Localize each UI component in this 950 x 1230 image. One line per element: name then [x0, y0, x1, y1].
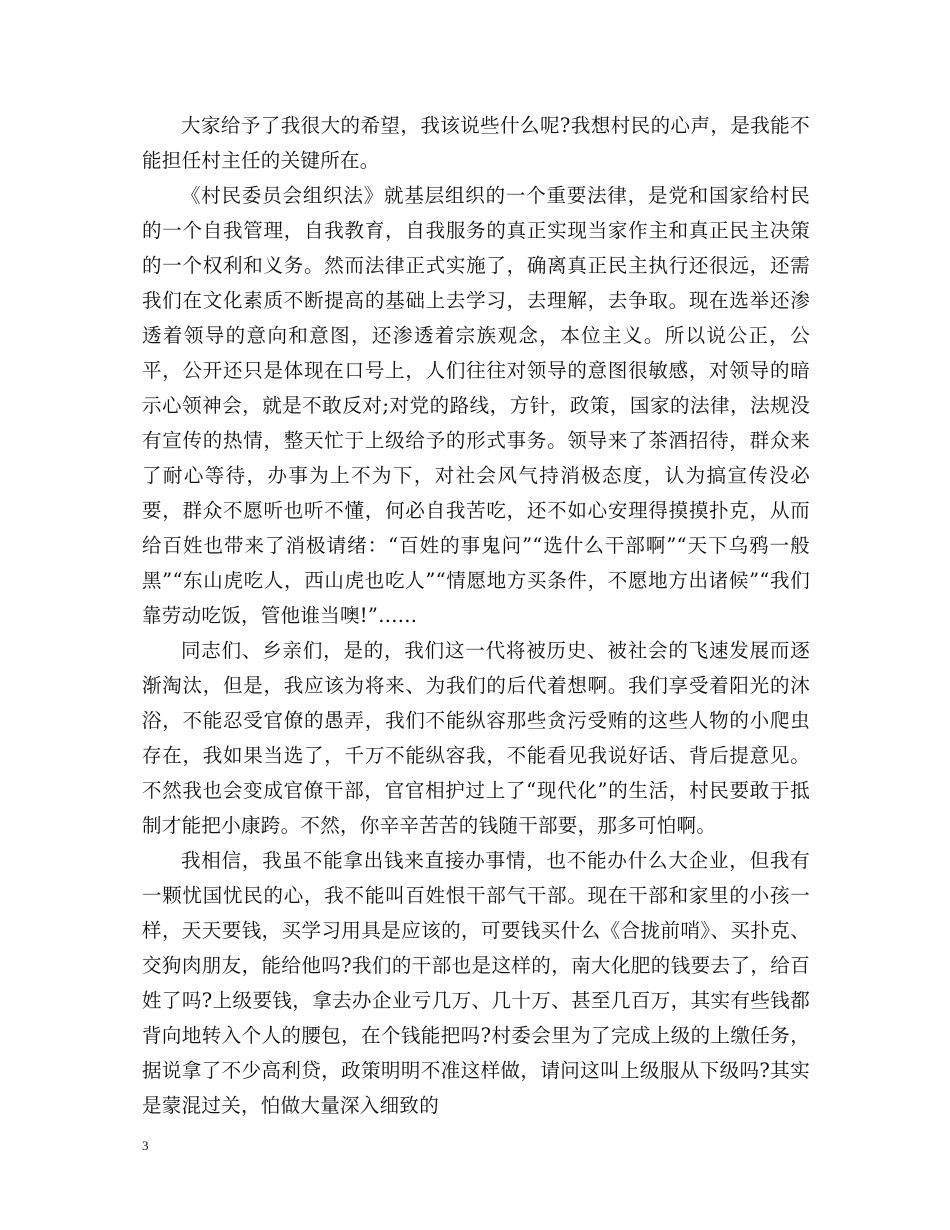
document-body [142, 108, 810, 1123]
page-number: 3 [142, 1138, 149, 1153]
paragraph-3: 同志们、乡亲们，是的，我们这一代将被历史、被社会的飞速发展而逐渐淘汰，但是，我应该为将来、为我们的后代着想啊。我们享受着阳光的沐浴，不能忍受官僚的愚弄，我们不能纵容那些贪污受贿的这些人物的小爬虫存在，我如果当选了，千万不能纵容我，不能看见我说好话、背后提意见。不然我也会变成官僚干部，官官相护过上了“现代化”的生活，村民要敢于抵制才能把小康跨。不然，你辛辛苦苦的钱随干部要，那多可怕啊。 [142, 639, 810, 837]
paragraph-1: 大家给予了我很大的希望，我该说些什么呢?我想村民的心声，是我能不能担任村主任的关键所在。 [142, 114, 810, 172]
paragraph-4: 我相信，我虽不能拿出钱来直接办事情，也不能办什么大企业，但我有一颗忧国忧民的心，我不能叫百姓恨干部气干部。现在干部和家里的小孩一样，天天要钱，买学习用具是应该的，可要钱买什么《合拢前哨》、买扑克、交狗肉朋友，能给他吗?我们的干部也是这样的，南大化肥的钱要去了，给百姓了吗?上级要钱，拿去办企业亏几万、几十万、甚至几百万，其实有些钱都背向地转入个人的腰包，在个钱能把吗?村委会里为了完成上级的上缴任务，据说拿了不少高利贷，政策明明不准这样做，请问这叫上级服从下级吗?其实是蒙混过关，怕做大量深入细致的 [142, 849, 810, 1117]
paragraph-2: 《村民委员会组织法》就基层组织的一个重要法律，是党和国家给村民的一个自我管理，自我教育，自我服务的真正实现当家作主和真正民主决策的一个权利和义务。然而法律正式实施了，确离真正民主执行还很远，还需我们在文化素质不断提高的基础上去学习，去理解，去争取。现在选举还渗透着领导的意向和意图，还渗透着宗族观念，本位主义。所以说公正，公平，公开还只是体现在口号上，人们往往对领导的意图很敏感，对领导的暗示心领神会，就是不敢反对;对党的路线，方针，政策，国家的法律，法规没有宣传的热情，整天忙于上级给予的形式事务。领导来了茶酒招待，群众来了耐心等待，办事为上不为下，对社会风气持消极态度，认为搞宣传没必要，群众不愿听也听不懂，何必自我苦吃，还不如心安理得摸摸扑克，从而给百姓也带来了消极请绪：“百姓的事鬼问”“选什么干部啊”“天下乌鸦一般黑”“东山虎吃人，西山虎也吃人”“情愿地方买条件，不愿地方出诸候”“我们靠劳动吃饭，管他谁当噢!”...... [142, 184, 810, 627]
